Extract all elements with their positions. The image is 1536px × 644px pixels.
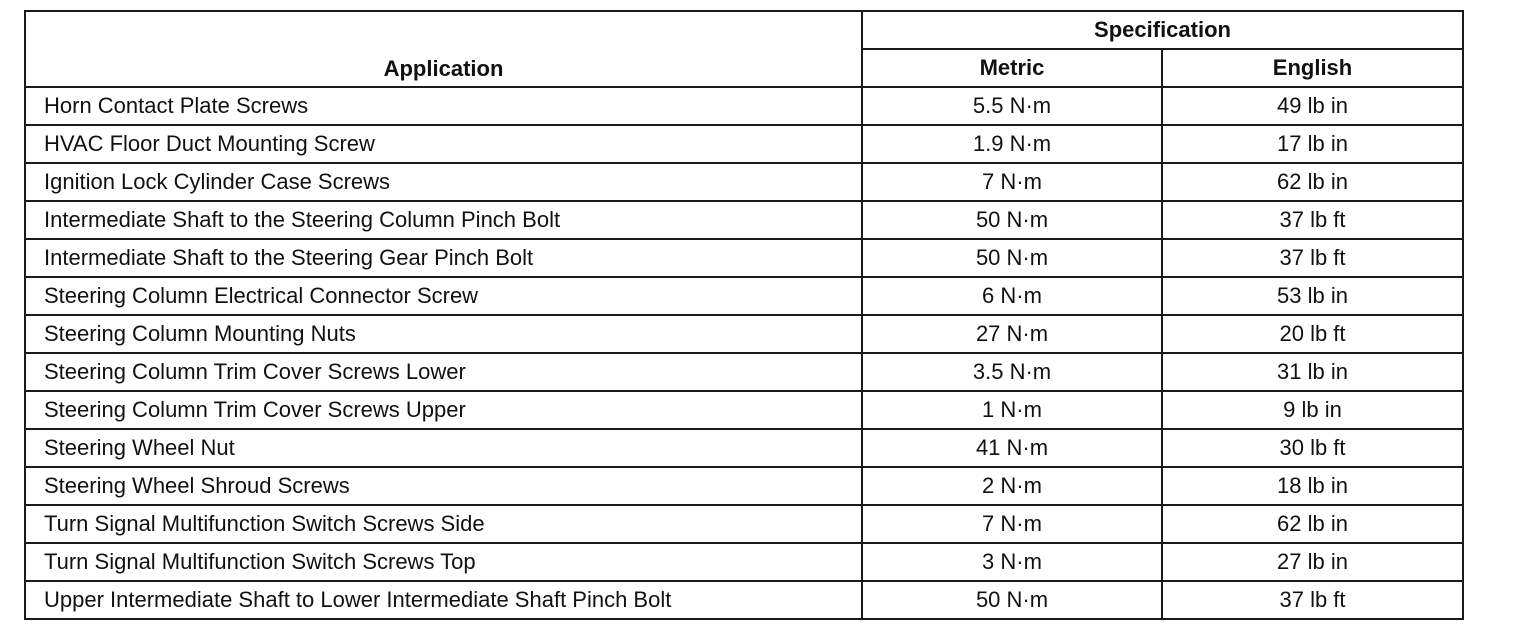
table-row	[25, 581, 1463, 619]
metric-cell: 50 N·m	[862, 239, 1162, 277]
application-cell: Horn Contact Plate Screws	[25, 87, 862, 125]
application-cell: Steering Column Trim Cover Screws Upper	[25, 391, 862, 429]
english-cell: 17 lb in	[1162, 125, 1463, 163]
table-row	[25, 315, 1463, 353]
table-row	[25, 277, 1463, 315]
table-body	[25, 87, 1463, 619]
metric-cell: 6 N·m	[862, 277, 1162, 315]
table-row	[25, 467, 1463, 505]
english-cell: 30 lb ft	[1162, 429, 1463, 467]
metric-cell: 1.9 N·m	[862, 125, 1162, 163]
english-cell: 37 lb ft	[1162, 581, 1463, 619]
application-cell: Upper Intermediate Shaft to Lower Intermediate Shaft Pinch Bolt	[25, 581, 862, 619]
application-cell: Intermediate Shaft to the Steering Column Pinch Bolt	[25, 201, 862, 239]
metric-cell: 3 N·m	[862, 543, 1162, 581]
table-row	[25, 87, 1463, 125]
english-cell: 53 lb in	[1162, 277, 1463, 315]
header-row-top	[25, 11, 1463, 49]
metric-cell: 50 N·m	[862, 581, 1162, 619]
english-cell: 27 lb in	[1162, 543, 1463, 581]
english-cell: 20 lb ft	[1162, 315, 1463, 353]
application-cell: Steering Wheel Shroud Screws	[25, 467, 862, 505]
application-cell: Turn Signal Multifunction Switch Screws Top	[25, 543, 862, 581]
application-cell: Ignition Lock Cylinder Case Screws	[25, 163, 862, 201]
table-row	[25, 201, 1463, 239]
table-row	[25, 505, 1463, 543]
application-cell: Steering Column Electrical Connector Screw	[25, 277, 862, 315]
application-cell: Turn Signal Multifunction Switch Screws Side	[25, 505, 862, 543]
english-cell: 31 lb in	[1162, 353, 1463, 391]
table-row	[25, 429, 1463, 467]
table-row	[25, 163, 1463, 201]
metric-cell: 7 N·m	[862, 505, 1162, 543]
table-row	[25, 543, 1463, 581]
application-cell: HVAC Floor Duct Mounting Screw	[25, 125, 862, 163]
english-cell: 37 lb ft	[1162, 239, 1463, 277]
english-cell: 62 lb in	[1162, 505, 1463, 543]
fastener-torque-table	[24, 10, 1464, 620]
application-cell: Intermediate Shaft to the Steering Gear Pinch Bolt	[25, 239, 862, 277]
header-english: English	[1162, 49, 1463, 87]
table-row	[25, 353, 1463, 391]
english-cell: 37 lb ft	[1162, 201, 1463, 239]
table-row	[25, 125, 1463, 163]
table-row	[25, 391, 1463, 429]
metric-cell: 50 N·m	[862, 201, 1162, 239]
table-row	[25, 239, 1463, 277]
english-cell: 49 lb in	[1162, 87, 1463, 125]
application-cell: Steering Column Trim Cover Screws Lower	[25, 353, 862, 391]
english-cell: 62 lb in	[1162, 163, 1463, 201]
metric-cell: 7 N·m	[862, 163, 1162, 201]
application-cell: Steering Column Mounting Nuts	[25, 315, 862, 353]
header-specification: Specification	[862, 11, 1463, 49]
header-application: Application	[25, 11, 862, 87]
metric-cell: 27 N·m	[862, 315, 1162, 353]
metric-cell: 3.5 N·m	[862, 353, 1162, 391]
english-cell: 9 lb in	[1162, 391, 1463, 429]
header-metric: Metric	[862, 49, 1162, 87]
metric-cell: 2 N·m	[862, 467, 1162, 505]
english-cell: 18 lb in	[1162, 467, 1463, 505]
metric-cell: 41 N·m	[862, 429, 1162, 467]
metric-cell: 5.5 N·m	[862, 87, 1162, 125]
metric-cell: 1 N·m	[862, 391, 1162, 429]
application-cell: Steering Wheel Nut	[25, 429, 862, 467]
